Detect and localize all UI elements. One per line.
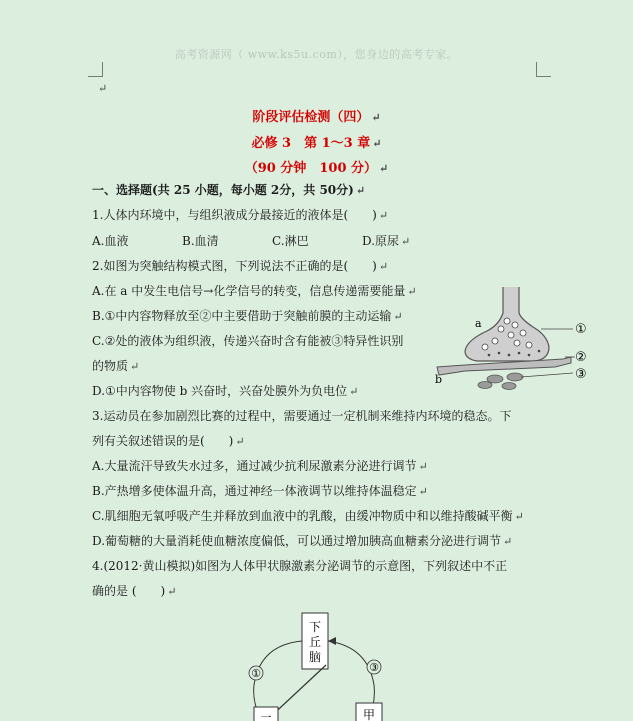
q2-option-c-cont: 的物质 ↵ [92, 359, 140, 373]
margin-corner-left [88, 62, 103, 77]
q1-option-c: C.淋巴 [272, 234, 309, 248]
q2-option-c: C.②处的液体为组织液，传递兴奋时含有能被③特异性识别 [92, 334, 404, 348]
mark-1: ① [575, 322, 587, 337]
q3-option-a: A.大量流汗导致失水过多，通过减少抗利尿激素分泌进行调节 ↵ [92, 459, 428, 473]
q4-stem-cont: 确的是 ( ) ↵ [92, 584, 177, 598]
q3-option-b: B.产热增多使体温升高，通过神经一体液调节以维持体温稳定 ↵ [92, 484, 428, 498]
q2-option-a: A.在 a 中发生电信号→化学信号的转变，信息传递需要能量 ↵ [92, 284, 417, 298]
box-bottom: 甲 [362, 708, 376, 721]
document-meta: （90 分钟 100 分） ↵ [244, 161, 389, 176]
q1-option-b: B.血清 [182, 234, 219, 248]
watermark: 高考资源网（ www.ks5u.com），您身边的高考专家。 [174, 48, 459, 61]
q3-stem: 3.运动员在参加剧烈比赛的过程中，需要通过一定机制来维持内环境的稳态。下 [92, 409, 512, 423]
mark-1: ① [251, 667, 261, 680]
paragraph-mark: ↵ [98, 82, 108, 95]
q1-option-d: D.原尿 [362, 234, 400, 248]
synapse-diagram [425, 285, 625, 395]
mark-2: ② [575, 350, 587, 365]
document-subtitle: 必修 3 第 1～3 章 ↵ [251, 136, 382, 151]
box-top-line1: 下 [308, 620, 322, 634]
q4-stem: 4.(2012·黄山模拟)如图为人体甲状腺激素分泌调节的示意图，下列叙述中不正 [92, 559, 508, 573]
thyroid-regulation-diagram [240, 611, 400, 721]
label-b: b [435, 373, 443, 386]
q3-option-d: D.葡萄糖的大量消耗使血糖浓度偏低，可以通过增加胰高血糖素分泌进行调节 ↵ [92, 534, 513, 548]
margin-corner-right [536, 62, 551, 77]
label-a: a [475, 317, 482, 330]
q1-option-a: A.血液 [92, 234, 129, 248]
q1-stem: 1.人体内环境中，与组织液成分最接近的液体是( ) ↵ [92, 208, 389, 222]
box-left-cut: 一 [260, 711, 272, 721]
box-top-line3: 脑 [308, 650, 322, 664]
q3-stem-cont: 列有关叙述错误的是( ) ↵ [92, 434, 245, 448]
mark-3: ③ [575, 367, 587, 382]
q3-option-c: C.肌细胞无氧呼吸产生并释放到血液中的乳酸，由缓冲物质中和以维持酸碱平衡 ↵ [92, 509, 524, 523]
section-heading: 一、选择题(共 25 小题，每小题 2分，共 50分) ↵ [92, 183, 366, 197]
document-title: 阶段评估检测（四） ↵ [252, 110, 381, 125]
q2-option-b: B.①中内容物释放至②中主要借助于突触前膜的主动运输 ↵ [92, 309, 403, 323]
q2-option-d: D.①中内容物使 b 兴奋时，兴奋处膜外为负电位 ↵ [92, 384, 359, 398]
mark-3: ③ [369, 661, 379, 674]
q1-options: A.血液 B.血清 C.淋巴 D.原尿 ↵ [92, 234, 411, 248]
q2-stem: 2.如图为突触结构模式图，下列说法不正确的是( ) ↵ [92, 259, 389, 273]
box-top-line2: 丘 [308, 635, 322, 649]
